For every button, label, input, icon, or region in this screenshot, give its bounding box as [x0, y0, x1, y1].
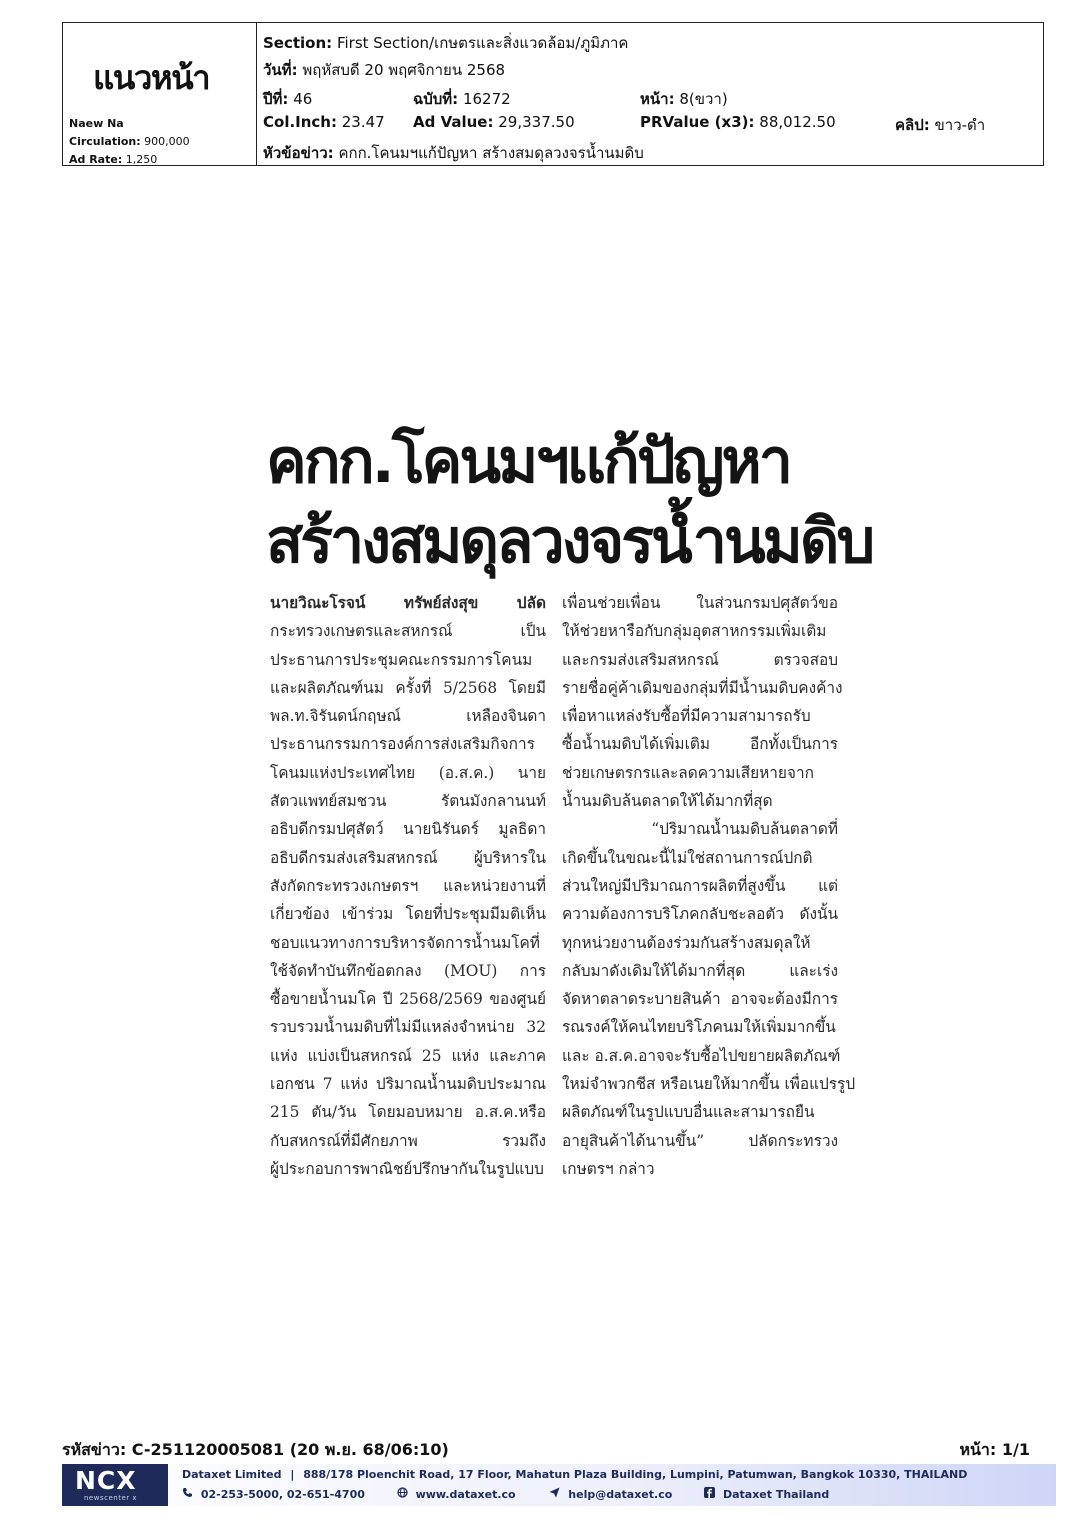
website-link[interactable]: www.dataxet.co	[415, 1488, 516, 1501]
column-line: แห่ง แบ่งเป็นสหกรณ์ 25 แห่ง และภาค	[270, 1046, 546, 1065]
column-line: กับสหกรณ์ที่มีศักยภาพ รวมถึง	[270, 1131, 546, 1150]
column-line: เกษตรฯ กล่าว	[562, 1159, 655, 1178]
column-line: ซื้อน้ำนมดิบได้เพิ่มเติม อีกทั้งเป็นการ	[562, 735, 838, 754]
facebook-link[interactable]: Dataxet Thailand	[722, 1488, 830, 1501]
divider: |	[290, 1468, 295, 1481]
email-contact[interactable]	[549, 1487, 672, 1501]
column-line: เพื่อหาแหล่งรับซื้อที่มีความสามารถรับ	[562, 707, 811, 726]
phone-contact	[182, 1487, 365, 1501]
date-row	[263, 58, 505, 82]
column-line: รณรงค์ให้คนไทยบริโภคนมให้เพิ่มมากขึ้น	[562, 1018, 836, 1037]
news-code	[62, 1438, 449, 1463]
column-line: ผู้ประกอบการพาณิชย์ปรึกษากันในรูปแบบ	[270, 1159, 544, 1178]
column-line: ช่วยเกษตรกรและลดความเสียหายจาก	[562, 763, 814, 782]
news-code-label: รหัสข่าว:	[62, 1440, 127, 1459]
column-line: เพื่อนช่วยเพื่อน ในส่วนกรมปศุสัตว์ขอ	[562, 594, 838, 612]
phone-numbers: 02-253-5000, 02-651-4700	[200, 1488, 365, 1501]
publication-name: Naew Na	[69, 117, 124, 130]
column-line: ความต้องการบริโภคกลับชะลอตัว ดังนั้น	[562, 905, 838, 924]
column-line: และ อ.ส.ค.อาจจะรับซื้อไปขยายผลิตภัณฑ์	[562, 1046, 841, 1065]
prvalue-label: PRValue (x3):	[640, 113, 755, 131]
company-line	[182, 1468, 967, 1481]
column-line: รายชื่อคู่ค้าเดิมของกลุ่มที่มีน้ำนมดิบคงค้าง	[562, 678, 843, 697]
column-line: ซื้อขายน้ำนมโค ปี 2568/2569 ของศูนย์	[270, 990, 546, 1009]
column-line: กระทรวงเกษตรและสหกรณ์ เป็น	[270, 622, 546, 641]
value-row	[263, 113, 1043, 135]
column-line: เกี่ยวข้อง เข้าร่วม โดยที่ประชุมมีมติเห็น	[270, 905, 546, 924]
year-value: 46	[293, 90, 313, 108]
date-value: พฤหัสบดี 20 พฤศจิกายน 2568	[302, 61, 506, 79]
column-line: และผลิตภัณฑ์นม ครั้งที่ 5/2568 โดยมี	[270, 678, 546, 697]
news-code-value: C-251120005081 (20 พ.ย. 68/06:10)	[131, 1440, 449, 1459]
publication-panel	[63, 23, 257, 165]
column-line: ประธานกรรมการองค์การส่งเสริมกิจการ	[270, 735, 535, 754]
ad-rate-label: Ad Rate:	[69, 153, 123, 166]
section-row	[263, 31, 628, 55]
clip-label: คลิป:	[895, 116, 930, 134]
column-line: ส่วนใหญ่มีปริมาณการผลิตที่สูงขึ้น แต่	[562, 876, 838, 895]
page-counter-label: หน้า:	[959, 1440, 997, 1459]
email-link[interactable]: help@dataxet.co	[568, 1488, 673, 1501]
publication-logo: แนวหน้า	[93, 58, 210, 97]
article-column-1	[270, 589, 546, 1183]
ncx-logo	[62, 1464, 168, 1506]
company-name: Dataxet Limited	[182, 1468, 282, 1481]
clipping-header	[62, 22, 1044, 166]
column-line: 215 ตัน/วัน โดยมอบหมาย อ.ส.ค.หรือ	[270, 1103, 546, 1122]
page-counter-value: 1/1	[1001, 1440, 1030, 1459]
page-value: 8(ขวา)	[679, 90, 728, 108]
advalue-value: 29,337.50	[498, 113, 575, 131]
headline-label: หัวข้อข่าว:	[263, 144, 334, 162]
issue-label: ฉบับที่:	[413, 90, 459, 108]
column-line: เอกชน 7 แห่ง ปริมาณน้ำนมดิบประมาณ	[270, 1075, 546, 1094]
column-line: สังกัดกระทรวงเกษตรฯ และหน่วยงานที่	[270, 876, 546, 895]
ncx-logo-subtext: newscenter x	[84, 1494, 138, 1502]
column-line: ให้ช่วยหารือกับกลุ่มอุตสาหกรรมเพิ่มเติม	[562, 622, 827, 641]
column-line: ใหม่จำพวกชีส หรือเนยให้มากขึ้น เพื่อแปรรูป	[562, 1075, 856, 1094]
article-lead: นายวิณะโรจน์ ทรัพย์ส่งสุข ปลัด	[270, 594, 546, 612]
column-line: และกรมส่งเสริมสหกรณ์ ตรวจสอบ	[562, 650, 838, 669]
facebook-icon	[704, 1487, 715, 1498]
contact-line	[182, 1487, 829, 1501]
prvalue-value: 88,012.50	[759, 113, 836, 131]
headline-row	[263, 141, 644, 165]
column-line: โคนมแห่งประเทศไทย (อ.ส.ค.) นาย	[270, 763, 546, 782]
page-counter	[959, 1438, 1030, 1463]
issue-value: 16272	[462, 90, 511, 108]
advalue-label: Ad Value:	[413, 113, 494, 131]
ad-rate-value: 1,250	[125, 153, 158, 166]
phone-icon	[182, 1487, 193, 1498]
column-line: ประธานการประชุมคณะกรรมการโคนม	[270, 650, 533, 669]
column-line: อธิบดีกรมส่งเสริมสหกรณ์ ผู้บริหารใน	[270, 848, 546, 867]
colinch-label: Col.Inch:	[263, 113, 337, 131]
clip-value: ขาว-ดำ	[934, 116, 986, 134]
ncx-logo-text: NCX	[75, 1466, 137, 1495]
column-line: อธิบดีกรมปศุสัตว์ นายนิรันดร์ มูลธิดา	[270, 820, 546, 839]
article-column-2	[562, 589, 856, 1183]
column-line: “ปริมาณน้ำนมดิบล้นตลาดที่	[651, 820, 838, 839]
company-address: 888/178 Ploenchit Road, 17 Floor, Mahatun Plaza Building, Lumpini, Patumwan, Bangkok 10330, THAILAND	[303, 1468, 968, 1481]
column-line	[270, 589, 546, 617]
column-line: น้ำนมดิบล้นตลาดให้ได้มากที่สุด	[562, 792, 773, 811]
column-line: จัดหาตลาดระบายสินค้า อาจจะต้องมีการ	[562, 990, 838, 1009]
year-label: ปีที่:	[263, 90, 289, 108]
circulation-label: Circulation:	[69, 135, 141, 148]
column-line: ชอบแนวทางการบริหารจัดการน้ำนมโคที่	[270, 933, 540, 952]
headline-line-2: สร้างสมดุลวงจรน้ำนมดิบ	[266, 506, 873, 577]
circulation-value: 900,000	[144, 135, 190, 148]
date-label: วันที่:	[263, 61, 298, 79]
website-contact[interactable]	[397, 1487, 516, 1501]
headline-value: คกก.โคนมฯแก้ปัญหา สร้างสมดุลวงจรน้ำนมดิบ	[338, 144, 644, 162]
issue-row	[263, 87, 1023, 109]
column-line: เกิดขึ้นในขณะนี้ไม่ใช่สถานการณ์ปกติ	[562, 848, 813, 867]
column-line: พล.ท.จิรันดน์กฤษณ์ เหลืองจินดา	[270, 707, 546, 726]
column-line: ผลิตภัณฑ์ในรูปแบบอื่นและสามารถยืน	[562, 1103, 815, 1122]
column-line: อายุสินค้าได้นานขึ้น” ปลัดกระทรวง	[562, 1131, 838, 1150]
section-value: First Section/เกษตรและสิ่งแวดล้อม/ภูมิภาค	[336, 34, 629, 52]
column-line: ใช้จัดทำบันทึกข้อตกลง (MOU) การ	[270, 961, 546, 980]
column-line: กลับมาดังเดิมให้ได้มากที่สุด และเร่ง	[562, 961, 838, 980]
column-line: รวบรวมน้ำนมดิบที่ไม่มีแหล่งจำหน่าย 32	[270, 1018, 546, 1037]
column-line: สัตวแพทย์สมชวน รัตนมังกลานนท์	[270, 792, 546, 811]
colinch-value: 23.47	[341, 113, 385, 131]
publication-meta	[69, 115, 190, 169]
headline-line-1: คกก.โคนมฯแก้ปัญหา	[266, 426, 790, 497]
article-headline	[266, 422, 873, 582]
section-label: Section:	[263, 34, 333, 52]
page-label: หน้า:	[640, 90, 675, 108]
globe-icon	[397, 1487, 408, 1498]
facebook-contact[interactable]	[704, 1487, 829, 1501]
send-icon	[549, 1487, 560, 1498]
column-line: ทุกหน่วยงานต้องร่วมกันสร้างสมดุลให้	[562, 933, 811, 952]
